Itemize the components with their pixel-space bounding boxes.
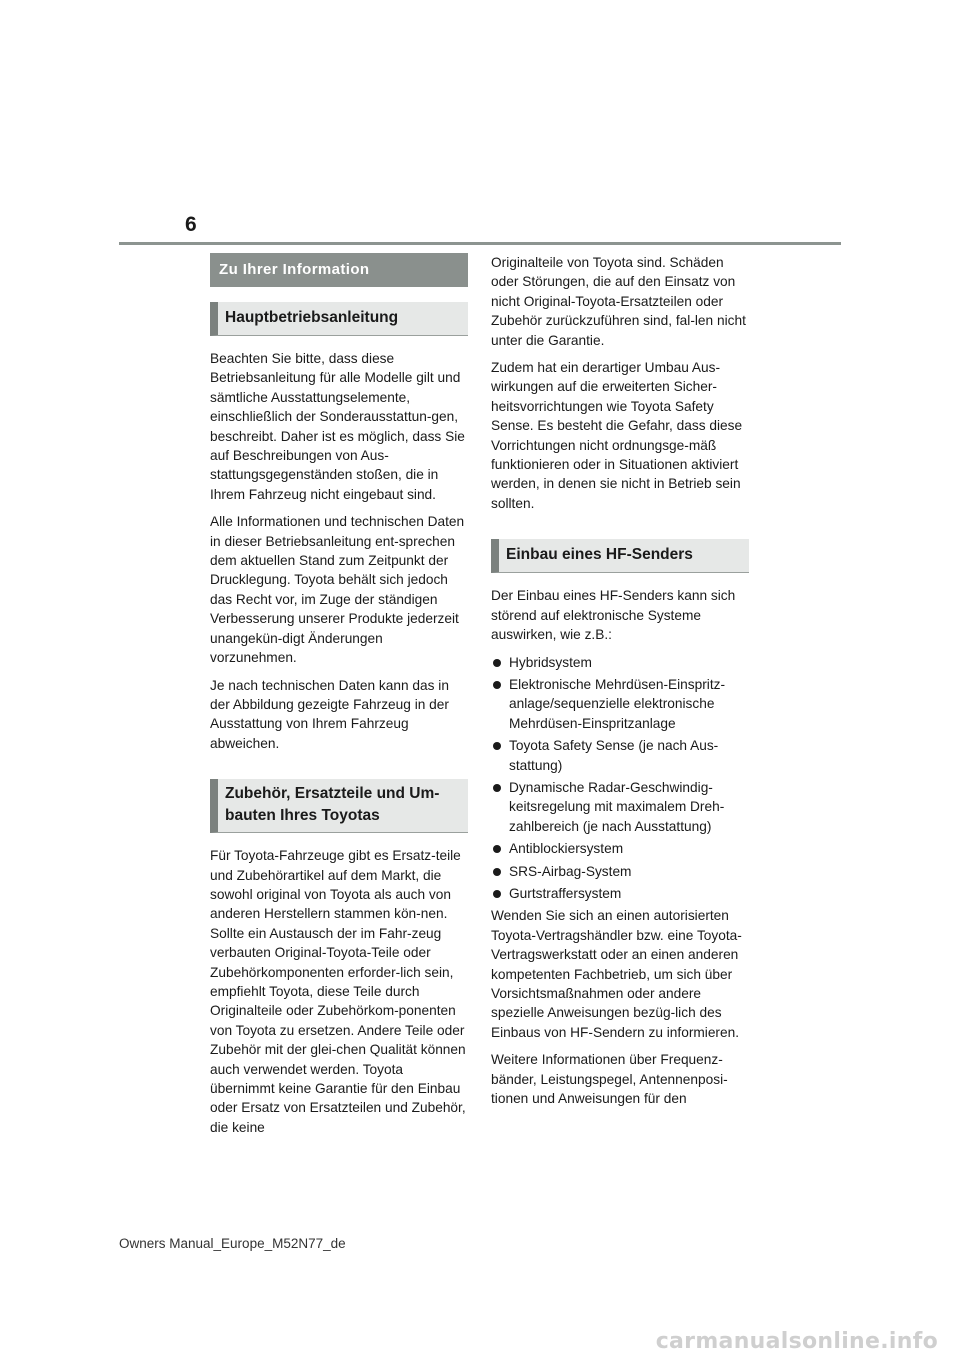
paragraph: Originalteile von Toyota sind. Schäden oder Störungen, die auf den Einsatz von nicht Original-Toyota-Ersatzteilen oder Zubehör zurückzuführen sind, fal-len nicht unter die Garantie. [491,255,746,348]
list-item-text: Dynamische Radar-Geschwindig-keitsregelung mit maximalem Dreh-zahlbereich (je nach Ausstattung) [509,779,725,834]
list-item-text: Antiblockiersystem [509,841,624,857]
list-item [491,778,749,836]
bullet-icon [493,845,501,853]
list-item [491,839,749,858]
paragraph: Je nach technischen Daten kann das in der Abbildung gezeigte Fahrzeug in der Ausstattung von Ihrem Fahrzeug abweichen. [210,677,449,751]
list-item-text: Hybridsystem [509,654,592,670]
bullet-icon [493,890,501,898]
left-column [210,253,468,1145]
list-item [491,653,749,672]
right-column [491,253,749,1116]
list-item-text: SRS-Airbag-System [509,863,632,879]
bullet-icon [493,681,501,689]
paragraph: Der Einbau eines HF-Senders kann sich störend auf elektronische Systeme auswirken, wie z.B.: [491,588,736,643]
heading-hauptbetriebsanleitung: Hauptbetriebsanleitung [210,302,468,336]
paragraph: Für Toyota-Fahrzeuge gibt es Ersatz-teile und Zubehörartikel auf dem Markt, die sowohl original von Toyota als auch von anderen Herstellern stammen kön-nen. Sollte ein Austausch der im Fahr-zeug verbauten Original-Toyota-Teile oder Zubehörkomponenten erforder-lich sein, empfiehlt Toyota, diese Teile durch Originalteile oder Zubehörkom-ponenten von Toyota zu ersetzen. Andere Teile oder Zubehör mit der glei-chen Qualität können auch verwendet werden. Toyota übernimmt keine Garantie für den Einbau oder Ersatz von Ersatzteilen und Zubehör, die keine [210,848,466,1135]
list-item [491,884,749,903]
paragraph: Weitere Informationen über Frequenz-bänder, Leistungspegel, Antennenposi-tionen und Anweisungen für den [491,1052,728,1107]
list-item-text: Toyota Safety Sense (je nach Aus-stattung) [509,738,719,773]
paragraph: Alle Informationen und technischen Daten in dieser Betriebsanleitung ent-sprechen dem aktuellen Stand zum Zeitpunkt der Drucklegung. Toyota behält sich jedoch das Recht vor, im Zuge der ständigen Verbesserung unserer Produkte jederzeit unangekün-digt Änderungen vorzunehmen. [210,514,465,666]
heading-hf-sender: Einbau eines HF-Senders [491,539,749,573]
list-item [491,862,749,881]
bullet-icon [493,868,501,876]
bullet-list [491,653,749,904]
bullet-icon [493,659,501,667]
page-number: 6 [185,213,197,236]
paragraph: Beachten Sie bitte, dass diese Betriebsanleitung für alle Modelle gilt und sämtliche Ausstattungselemente, einschließlich der Sonderausstattun-gen, beschreibt. Daher ist es möglich, dass Sie auf Beschreibungen von Aus-stattungsgegenständen stoßen, die in Ihrem Fahrzeug nicht eingebaut sind. [210,351,465,502]
list-item-text: Elektronische Mehrdüsen-Einspritz-anlage/sequenzielle elektronische Mehrdüsen-Einspritzanlage [509,676,726,731]
list-item-text: Gurtstraffersystem [509,885,622,901]
bullet-icon [493,742,501,750]
list-item [491,736,749,775]
section-title: Zu Ihrer Information [210,253,468,287]
header-divider [119,242,841,245]
paragraph: Zudem hat ein derartiger Umbau Aus-wirkungen auf die erweiterten Sicher-heitsvorrichtungen wie Toyota Safety Sense. Es besteht die Gefahr, dass diese Vorrichtungen nicht ordnungsge-mäß funktionieren oder in Situationen aktiviert werden, in denen sie nicht in Betrieb sein sollten. [491,360,743,511]
heading-zubehoer: Zubehör, Ersatzteile und Um-bauten Ihres Toyotas [210,779,468,833]
list-item [491,675,749,733]
watermark: carmanualsonline.info [655,1329,938,1354]
footer-manual-id: Owners Manual_Europe_M52N77_de [119,1236,346,1251]
paragraph: Wenden Sie sich an einen autorisierten Toyota-Vertragshändler bzw. eine Toyota-Vertragswerkstatt oder an einen anderen kompetenten Fachbetrieb, um sich über Vorsichtsmaßnahmen oder andere spezielle Anweisungen bezüg-lich des Einbaus von HF-Sendern zu informieren. [491,908,742,1040]
bullet-icon [493,784,501,792]
